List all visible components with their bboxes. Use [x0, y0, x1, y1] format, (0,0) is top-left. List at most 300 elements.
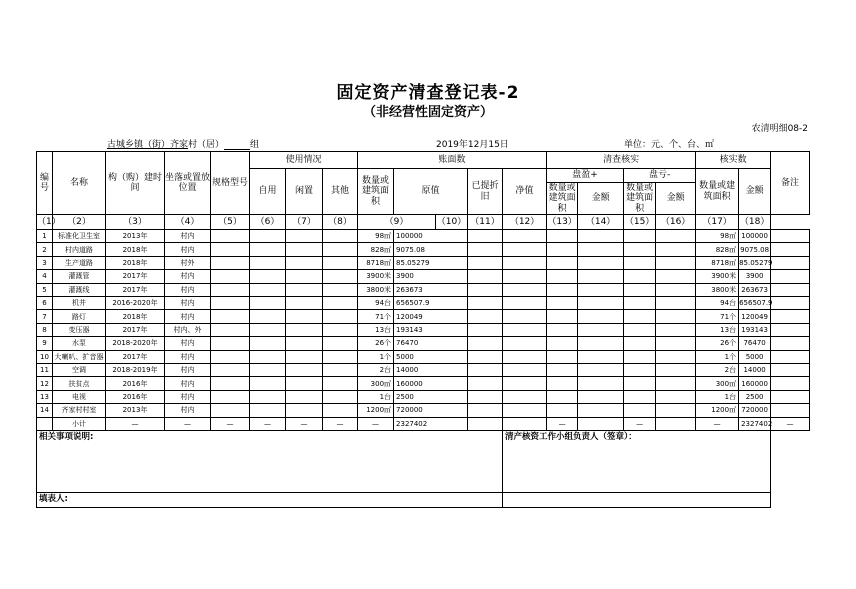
row-book-net — [503, 310, 547, 323]
row-no: 5 — [37, 283, 53, 296]
row-loss-amt — [656, 390, 696, 403]
notes-cell — [37, 430, 503, 492]
row-usage-other — [323, 377, 358, 390]
row-book-qty: 13台 — [358, 323, 394, 336]
row-no: 2 — [37, 243, 53, 256]
row-loss-qty — [624, 390, 656, 403]
filler-label: 填表人: — [39, 493, 68, 504]
header-book-dep: 已提折旧 — [468, 169, 503, 215]
subtotal-dash: — — [165, 417, 211, 430]
row-book-dep — [468, 243, 503, 256]
row-usage-other — [323, 323, 358, 336]
row-name: 路灯 — [53, 310, 106, 323]
subtotal-dash: — — [211, 417, 250, 430]
header-no: 编号 — [37, 152, 53, 215]
row-remark — [771, 363, 810, 376]
row-book-net — [503, 230, 547, 243]
row-usage-self — [250, 296, 286, 309]
leader-cell-bottom — [503, 492, 771, 507]
row-loss-qty — [624, 404, 656, 417]
village-name: 齐家 — [170, 140, 189, 150]
row-usage-self — [250, 404, 286, 417]
row-surplus-qty — [547, 310, 578, 323]
row-usage-self — [250, 323, 286, 336]
row-book-qty: 3800米 — [358, 283, 394, 296]
header-actual-amt: 金额 — [739, 169, 771, 215]
row-no: 8 — [37, 323, 53, 336]
subtotal-label: 小计 — [53, 417, 106, 430]
header-book: 账面数 — [358, 152, 547, 169]
row-remark — [771, 283, 810, 296]
row-build-time: 2013年 — [106, 230, 165, 243]
row-remark — [771, 256, 810, 269]
colnum-9: （9） — [358, 215, 436, 230]
row-location: 村外 — [165, 256, 211, 269]
row-actual-amt: 2500 — [739, 390, 771, 403]
row-usage-self — [250, 350, 286, 363]
row-location: 村内、外 — [165, 323, 211, 336]
row-usage-self — [250, 270, 286, 283]
row-usage-idle — [286, 296, 323, 309]
row-book-qty: 8718㎡ — [358, 256, 394, 269]
row-actual-amt: 5000 — [739, 350, 771, 363]
row-actual-qty: 1台 — [696, 390, 739, 403]
colnum-12: （12） — [503, 215, 547, 230]
subtotal-actual-amt: 2327402 — [739, 417, 771, 430]
row-book-cost: 263673 — [394, 283, 468, 296]
row-book-dep — [468, 323, 503, 336]
row-book-dep — [468, 310, 503, 323]
row-surplus-amt — [578, 270, 624, 283]
header-name: 名称 — [53, 152, 106, 215]
header-surplus: 盘盈+ — [547, 169, 624, 183]
header-loss: 盘亏- — [624, 169, 696, 183]
colnum-2: （2） — [53, 215, 106, 230]
row-actual-qty: 8718㎡ — [696, 256, 739, 269]
row-usage-self — [250, 337, 286, 350]
row-surplus-qty — [547, 350, 578, 363]
row-location: 村内 — [165, 310, 211, 323]
row-build-time: 2018-2019年 — [106, 363, 165, 376]
row-book-cost: 720000 — [394, 404, 468, 417]
row-book-net — [503, 337, 547, 350]
row-book-dep — [468, 230, 503, 243]
subtotal-dash: — — [106, 417, 165, 430]
row-usage-idle — [286, 350, 323, 363]
row-surplus-amt — [578, 230, 624, 243]
row-actual-amt: 76470 — [739, 337, 771, 350]
row-usage-idle — [286, 323, 323, 336]
village-suffix: 村（居） — [188, 140, 225, 150]
row-usage-other — [323, 350, 358, 363]
row-usage-idle — [286, 283, 323, 296]
subtotal-dash: — — [358, 417, 394, 430]
row-book-net — [503, 390, 547, 403]
row-build-time: 2017年 — [106, 350, 165, 363]
colnum-17: （17） — [696, 215, 739, 230]
row-build-time: 2013年 — [106, 404, 165, 417]
row-book-cost: 2500 — [394, 390, 468, 403]
row-spec — [211, 337, 250, 350]
row-usage-other — [323, 243, 358, 256]
header-spec: 规格型号 — [211, 152, 250, 215]
row-surplus-qty — [547, 390, 578, 403]
table-title: 固定资产清查登记表-2 — [336, 83, 520, 103]
row-surplus-amt — [578, 256, 624, 269]
row-usage-idle — [286, 404, 323, 417]
row-book-cost: 5000 — [394, 350, 468, 363]
row-book-qty: 98㎡ — [358, 230, 394, 243]
row-book-cost: 656507.9 — [394, 296, 468, 309]
row-actual-qty: 94台 — [696, 296, 739, 309]
header-usage-idle: 闲置 — [286, 169, 323, 215]
row-book-qty: 26个 — [358, 337, 394, 350]
row-loss-qty — [624, 270, 656, 283]
row-book-dep — [468, 363, 503, 376]
row-location: 村内 — [165, 270, 211, 283]
row-surplus-qty — [547, 243, 578, 256]
colnum-3: （3） — [106, 215, 165, 230]
header-book-net: 净值 — [503, 169, 547, 215]
unit-label: 单位：元、个、台、㎡ — [624, 140, 715, 150]
row-surplus-qty — [547, 256, 578, 269]
row-actual-amt: 85.05279 — [739, 256, 771, 269]
row-usage-idle — [286, 390, 323, 403]
row-name: 电视 — [53, 390, 106, 403]
row-usage-other — [323, 296, 358, 309]
subtotal-cost: 2327402 — [394, 417, 468, 430]
row-book-cost: 85.05279 — [394, 256, 468, 269]
row-actual-qty: 71个 — [696, 310, 739, 323]
colnum-10: （10） — [436, 215, 468, 230]
colnum-16: （16） — [656, 215, 696, 230]
row-surplus-qty — [547, 363, 578, 376]
form-number: 农清明细08-2 — [751, 124, 808, 134]
subtotal-dash: — — [250, 417, 286, 430]
row-name: 变压器 — [53, 323, 106, 336]
row-actual-amt: 720000 — [739, 404, 771, 417]
table-row — [37, 283, 810, 296]
row-spec — [211, 296, 250, 309]
table-row — [37, 390, 810, 403]
row-book-dep — [468, 350, 503, 363]
row-actual-qty: 828㎡ — [696, 243, 739, 256]
row-spec — [211, 390, 250, 403]
row-book-qty: 300㎡ — [358, 377, 394, 390]
header-remark: 备注 — [771, 152, 810, 215]
row-book-qty: 1200㎡ — [358, 404, 394, 417]
row-book-net — [503, 256, 547, 269]
asset-table — [36, 151, 810, 508]
row-spec — [211, 404, 250, 417]
row-surplus-amt — [578, 377, 624, 390]
row-usage-other — [323, 337, 358, 350]
table-row — [37, 404, 810, 417]
row-book-qty: 1台 — [358, 390, 394, 403]
row-spec — [211, 363, 250, 376]
row-name: 扶贫点 — [53, 377, 106, 390]
row-no: 4 — [37, 270, 53, 283]
row-build-time: 2016年 — [106, 390, 165, 403]
row-build-time: 2018年 — [106, 256, 165, 269]
row-loss-qty — [624, 323, 656, 336]
row-build-time: 2018年 — [106, 310, 165, 323]
colnum-18: （18） — [739, 215, 771, 230]
row-location: 村内 — [165, 337, 211, 350]
row-remark — [771, 337, 810, 350]
row-book-dep — [468, 283, 503, 296]
row-actual-amt: 193143 — [739, 323, 771, 336]
row-usage-self — [250, 363, 286, 376]
row-book-net — [503, 283, 547, 296]
row-usage-self — [250, 283, 286, 296]
row-loss-qty — [624, 230, 656, 243]
row-remark — [771, 230, 810, 243]
row-name: 大喇叭、扩音器 — [53, 350, 106, 363]
row-usage-other — [323, 404, 358, 417]
row-location: 村内 — [165, 377, 211, 390]
row-loss-qty — [624, 350, 656, 363]
row-remark — [771, 390, 810, 403]
row-loss-amt — [656, 230, 696, 243]
header-usage: 使用情况 — [250, 152, 358, 169]
row-surplus-amt — [578, 337, 624, 350]
row-surplus-qty — [547, 283, 578, 296]
row-book-cost: 120049 — [394, 310, 468, 323]
row-spec — [211, 350, 250, 363]
header-location: 坐落或置放位置 — [165, 152, 211, 215]
row-usage-idle — [286, 230, 323, 243]
row-no: 1 — [37, 230, 53, 243]
row-remark — [771, 296, 810, 309]
row-actual-qty: 1200㎡ — [696, 404, 739, 417]
row-book-dep — [468, 337, 503, 350]
row-build-time: 2016-2020年 — [106, 296, 165, 309]
table-subtitle: （非经营性固定资产） — [362, 105, 493, 120]
row-book-dep — [468, 390, 503, 403]
row-surplus-qty — [547, 270, 578, 283]
row-usage-other — [323, 270, 358, 283]
row-build-time: 2016年 — [106, 377, 165, 390]
row-actual-qty: 3900米 — [696, 270, 739, 283]
row-book-net — [503, 404, 547, 417]
row-usage-self — [250, 310, 286, 323]
row-usage-idle — [286, 363, 323, 376]
row-surplus-amt — [578, 363, 624, 376]
table-row — [37, 296, 810, 309]
group-blank — [224, 139, 250, 150]
colnum-5: （5） — [211, 215, 250, 230]
row-book-qty: 94台 — [358, 296, 394, 309]
notes-label: 相关事项说明: — [39, 431, 94, 442]
row-book-cost: 3900 — [394, 270, 468, 283]
row-actual-qty: 300㎡ — [696, 377, 739, 390]
row-no: 10 — [37, 350, 53, 363]
row-surplus-amt — [578, 283, 624, 296]
header-loss-amt: 金额 — [656, 183, 696, 215]
row-book-net — [503, 350, 547, 363]
row-location: 村内 — [165, 296, 211, 309]
row-surplus-amt — [578, 323, 624, 336]
row-loss-qty — [624, 310, 656, 323]
row-loss-qty — [624, 363, 656, 376]
colnum-14: （14） — [578, 215, 624, 230]
row-book-qty: 828㎡ — [358, 243, 394, 256]
row-build-time: 2018-2020年 — [106, 337, 165, 350]
row-remark — [771, 404, 810, 417]
row-loss-amt — [656, 243, 696, 256]
row-no: 6 — [37, 296, 53, 309]
header-usage-self: 自用 — [250, 169, 286, 215]
row-surplus-qty — [547, 296, 578, 309]
header-surplus-qty: 数量或建筑面积 — [548, 183, 576, 214]
row-location: 村内 — [165, 243, 211, 256]
subtotal-dash: — — [547, 417, 578, 430]
colnum-13: （13） — [547, 215, 578, 230]
row-loss-qty — [624, 256, 656, 269]
row-usage-other — [323, 363, 358, 376]
row-loss-qty — [624, 283, 656, 296]
row-loss-amt — [656, 283, 696, 296]
row-surplus-amt — [578, 296, 624, 309]
row-loss-qty — [624, 243, 656, 256]
row-book-dep — [468, 270, 503, 283]
row-book-net — [503, 323, 547, 336]
row-surplus-amt — [578, 350, 624, 363]
row-location: 村内 — [165, 390, 211, 403]
colnum-7: （7） — [286, 215, 323, 230]
row-actual-amt: 120049 — [739, 310, 771, 323]
row-actual-qty: 2台 — [696, 363, 739, 376]
row-build-time: 2017年 — [106, 283, 165, 296]
row-usage-idle — [286, 256, 323, 269]
row-book-net — [503, 363, 547, 376]
row-actual-qty: 3800米 — [696, 283, 739, 296]
row-surplus-amt — [578, 404, 624, 417]
row-book-dep — [468, 377, 503, 390]
row-loss-amt — [656, 256, 696, 269]
row-usage-idle — [286, 377, 323, 390]
header-verify: 清查核实 — [547, 152, 696, 169]
subtotal-dash: — — [286, 417, 323, 430]
colnum-15: （15） — [624, 215, 656, 230]
header-surplus-amt: 金额 — [578, 183, 624, 215]
row-actual-amt: 656507.9 — [739, 296, 771, 309]
header-build-time: 构（购）建时间 — [106, 152, 165, 215]
row-book-net — [503, 296, 547, 309]
table-row — [37, 377, 810, 390]
row-book-cost: 14000 — [394, 363, 468, 376]
row-book-cost: 193143 — [394, 323, 468, 336]
row-spec — [211, 230, 250, 243]
row-book-net — [503, 377, 547, 390]
row-book-net — [503, 270, 547, 283]
row-no: 9 — [37, 337, 53, 350]
row-spec — [211, 243, 250, 256]
row-name: 灌溉管 — [53, 270, 106, 283]
row-actual-amt: 14000 — [739, 363, 771, 376]
row-no: 12 — [37, 377, 53, 390]
row-surplus-qty — [547, 323, 578, 336]
row-loss-amt — [656, 323, 696, 336]
row-book-cost: 160000 — [394, 377, 468, 390]
row-actual-qty: 26个 — [696, 337, 739, 350]
row-usage-self — [250, 230, 286, 243]
header-loss-qty: 数量或建筑面积 — [624, 183, 656, 215]
row-location: 村内 — [165, 350, 211, 363]
row-loss-amt — [656, 350, 696, 363]
row-spec — [211, 270, 250, 283]
header-actual-qty: 数量或建筑面积 — [696, 169, 739, 215]
row-book-dep — [468, 256, 503, 269]
row-remark — [771, 350, 810, 363]
row-book-qty: 3900米 — [358, 270, 394, 283]
row-name: 水泵 — [53, 337, 106, 350]
row-spec — [211, 256, 250, 269]
row-book-cost: 9075.08 — [394, 243, 468, 256]
table-row — [37, 350, 810, 363]
column-number-row — [37, 215, 810, 230]
subtotal-dash: — — [771, 417, 810, 430]
row-surplus-amt — [578, 243, 624, 256]
row-no: 7 — [37, 310, 53, 323]
row-no: 14 — [37, 404, 53, 417]
row-usage-other — [323, 230, 358, 243]
row-surplus-qty — [547, 337, 578, 350]
row-loss-amt — [656, 377, 696, 390]
row-loss-qty — [624, 377, 656, 390]
row-usage-self — [250, 390, 286, 403]
row-name: 空调 — [53, 363, 106, 376]
location-line — [107, 137, 259, 150]
row-actual-qty: 13台 — [696, 323, 739, 336]
table-row — [37, 363, 810, 376]
header-book-cost: 原值 — [394, 169, 468, 215]
row-surplus-amt — [578, 310, 624, 323]
row-loss-amt — [656, 270, 696, 283]
row-no: 11 — [37, 363, 53, 376]
table-row — [37, 270, 810, 283]
row-actual-amt: 3900 — [739, 270, 771, 283]
row-book-dep — [468, 296, 503, 309]
row-spec — [211, 310, 250, 323]
row-no: 13 — [37, 390, 53, 403]
colnum-4: （4） — [165, 215, 211, 230]
row-name: 村内道路 — [53, 243, 106, 256]
row-usage-other — [323, 310, 358, 323]
row-actual-amt: 100000 — [739, 230, 771, 243]
row-usage-self — [250, 377, 286, 390]
row-book-qty: 1个 — [358, 350, 394, 363]
row-surplus-amt — [578, 390, 624, 403]
row-build-time: 2018年 — [106, 243, 165, 256]
row-spec — [211, 323, 250, 336]
colnum-1: （1） — [37, 215, 53, 230]
row-loss-qty — [624, 337, 656, 350]
row-loss-amt — [656, 296, 696, 309]
row-loss-amt — [656, 363, 696, 376]
row-surplus-qty — [547, 404, 578, 417]
leader-cell — [503, 430, 771, 492]
row-book-qty: 2台 — [358, 363, 394, 376]
row-actual-qty: 98㎡ — [696, 230, 739, 243]
row-remark — [771, 310, 810, 323]
colnum-11: （11） — [468, 215, 503, 230]
row-actual-qty: 1个 — [696, 350, 739, 363]
town-name: 古城乡镇（街） — [107, 140, 171, 150]
colnum-6: （6） — [250, 215, 286, 230]
row-actual-amt: 160000 — [739, 377, 771, 390]
